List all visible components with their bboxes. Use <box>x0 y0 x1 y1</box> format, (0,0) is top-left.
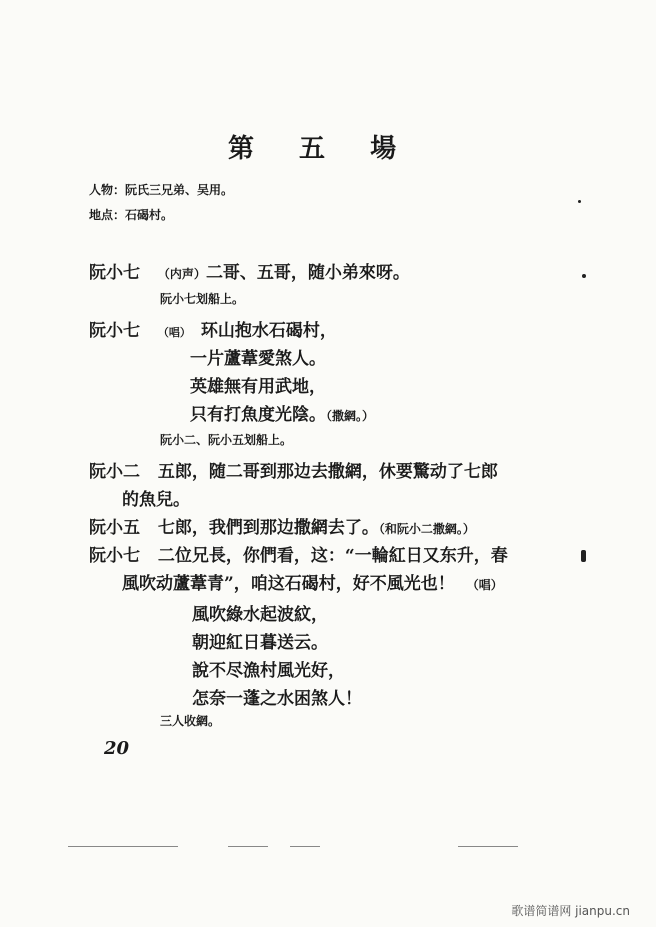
stage-note: （和阮小二撒網。） <box>378 522 475 536</box>
speaker-name: 阮小五 <box>89 518 140 538</box>
verse-line: 朝迎紅日暮送云。 <box>192 633 328 653</box>
stage-note: （唱） <box>157 326 191 339</box>
stage-note: （唱） <box>466 578 503 592</box>
speaker-name: 阮小七 <box>89 546 140 566</box>
verse-line: 說不尽漁村風光好， <box>192 661 345 681</box>
characters-line: 人物：阮氏三兄弟、吴用。 <box>89 183 234 197</box>
scan-dash <box>290 846 320 847</box>
stage-note: （内声） <box>157 267 206 281</box>
continuation-text: 風吹动蘆葦青”，咱这石碣村，好不風光也！ <box>122 574 455 594</box>
verse-line: 風吹綠水起波紋， <box>192 605 328 625</box>
scan-dash <box>458 846 518 847</box>
dialogue-line <box>89 513 475 538</box>
verse-line: 怎奈一蓬之水困煞人！ <box>192 689 362 709</box>
line-text: 二哥、五哥，随小弟來呀。 <box>205 263 410 283</box>
speaker-name: 阮小二 <box>89 462 140 482</box>
page-number: 20 <box>104 738 130 759</box>
continuation-line <box>122 569 503 594</box>
verse-line: 一片蘆葦愛煞人。 <box>190 349 326 369</box>
scan-speck <box>581 550 586 562</box>
line-text: 环山抱水石碣村， <box>200 321 337 341</box>
dialogue-line <box>89 316 337 341</box>
line-text: 七郎，我們到那边撒網去了。 <box>157 518 379 538</box>
stage-note: （撒網。） <box>326 409 375 423</box>
scan-dash <box>68 846 178 847</box>
scan-dash <box>228 846 268 847</box>
location-line: 地点：石碣村。 <box>89 208 174 222</box>
verse-line: 英雄無有用武地， <box>190 377 326 397</box>
speaker-name: 阮小七 <box>89 321 140 341</box>
scene-title: 第 五 場 <box>228 134 415 164</box>
line-text: 二位兄長，你們看，这：“一輪紅日又东升，春 <box>157 546 508 566</box>
stage-direction: 阮小二、阮小五划船上。 <box>160 433 293 447</box>
line-text: 五郎，随二哥到那边去撒網，休要驚动了七郎 <box>157 462 498 482</box>
scan-speck <box>582 274 586 278</box>
dialogue-line <box>89 258 410 283</box>
scan-speck <box>578 200 581 203</box>
verse-line <box>190 400 374 425</box>
watermark: 歌谱简谱网 jianpu.cn <box>511 904 630 918</box>
stage-direction: 三人收網。 <box>160 714 221 728</box>
verse-text: 只有打魚度光陰。 <box>190 405 326 425</box>
stage-direction: 阮小七划船上。 <box>160 292 245 306</box>
continuation-line: 的魚兒。 <box>122 490 190 510</box>
dialogue-line <box>89 541 508 566</box>
speaker-name: 阮小七 <box>89 263 140 283</box>
dialogue-line <box>89 457 498 482</box>
